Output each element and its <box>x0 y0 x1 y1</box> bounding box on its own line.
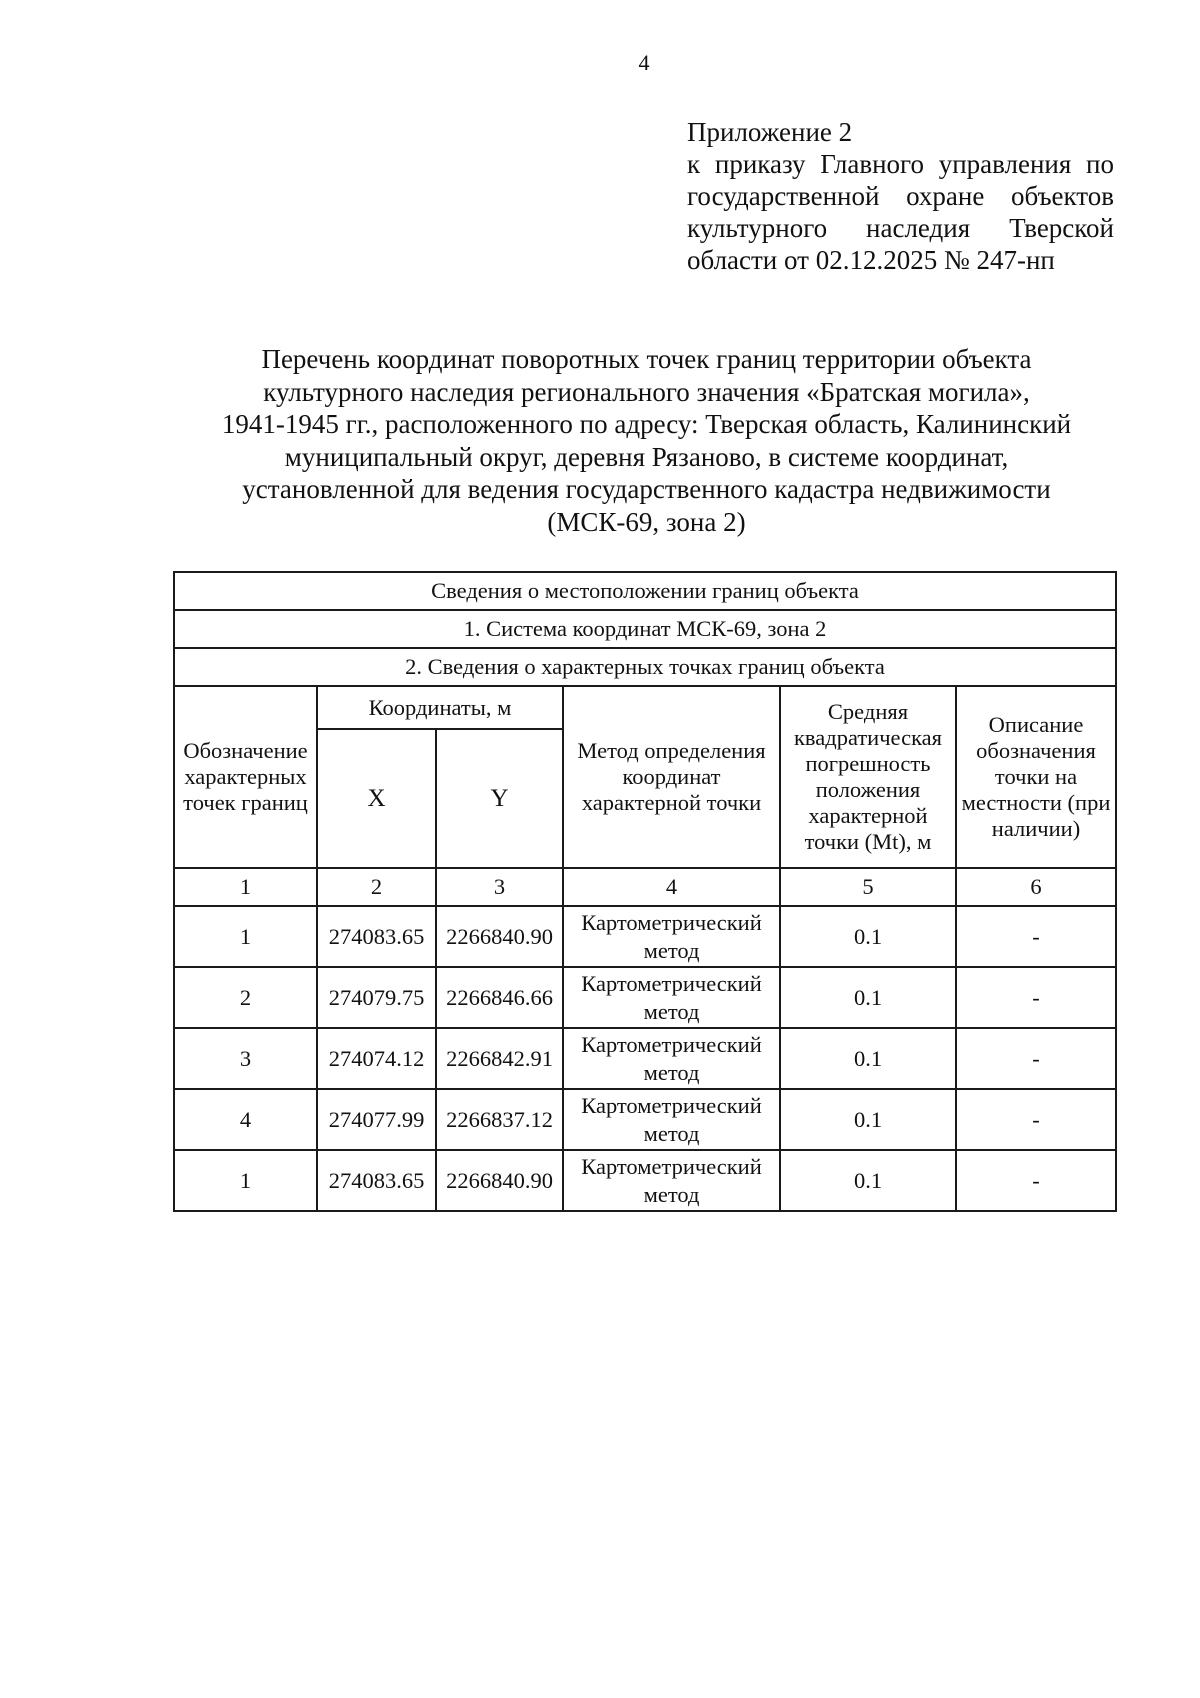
cell-y: 2266837.12 <box>436 1089 563 1150</box>
cell-x: 274083.65 <box>317 906 436 967</box>
cell-error: 0.1 <box>780 1150 956 1211</box>
header-method: Метод определения координат характерной точки <box>563 686 780 868</box>
cell-method: Картометрический метод <box>563 1089 780 1150</box>
cell-method: Картометрический метод <box>563 967 780 1028</box>
heading-line: (МСК-69, зона 2) <box>547 506 746 537</box>
cell-description: - <box>956 1028 1116 1089</box>
coordinates-table <box>173 571 1117 1212</box>
column-number-row <box>174 868 1116 906</box>
table-row <box>174 906 1116 967</box>
cell-error: 0.1 <box>780 967 956 1028</box>
appendix-title: Приложение 2 <box>687 117 853 147</box>
cell-x: 274074.12 <box>317 1028 436 1089</box>
table-subsection-2: 2. Сведения о характерных точках границ объекта <box>174 648 1116 686</box>
header-y: Y <box>436 729 563 868</box>
column-number: 1 <box>174 868 317 906</box>
cell-y: 2266842.91 <box>436 1028 563 1089</box>
cell-point: 1 <box>174 1150 317 1211</box>
document-heading <box>175 343 1118 538</box>
cell-error: 0.1 <box>780 1089 956 1150</box>
column-number: 5 <box>780 868 956 906</box>
cell-point: 2 <box>174 967 317 1028</box>
heading-line: Перечень координат поворотных точек границ территории объекта <box>261 344 1032 374</box>
cell-description: - <box>956 906 1116 967</box>
header-point: Обозначение характерных точек границ <box>174 686 317 868</box>
heading-line: 1941-1945 гг., расположенного по адресу: Тверская область, Калининский <box>221 409 1072 439</box>
table-subsection-1: 1. Система координат МСК-69, зона 2 <box>174 610 1116 648</box>
table-section-row <box>174 572 1116 610</box>
header-coordinates: Координаты, м <box>317 686 563 729</box>
cell-x: 274079.75 <box>317 967 436 1028</box>
heading-line: культурного наследия регионального значения «Братская могила», <box>263 376 1030 407</box>
column-number: 4 <box>563 868 780 906</box>
table-subsection-row <box>174 648 1116 686</box>
column-number: 2 <box>317 868 436 906</box>
cell-error: 0.1 <box>780 906 956 967</box>
appendix-block <box>687 116 1114 276</box>
table-row <box>174 1150 1116 1211</box>
heading-line: муниципальный округ, деревня Рязаново, в системе координат, <box>284 441 1009 472</box>
table-row <box>174 967 1116 1028</box>
header-description: Описание обозначения точки на местности (при наличии) <box>956 686 1116 868</box>
appendix-body: к приказу Главного управления по государственной охране объектов культурного наследия Тверской области от 02.12.2025 № 247-нп <box>687 149 1114 275</box>
cell-x: 274077.99 <box>317 1089 436 1150</box>
page-number: 4 <box>638 50 650 75</box>
table-row <box>174 1089 1116 1150</box>
cell-y: 2266840.90 <box>436 1150 563 1211</box>
header-x: X <box>317 729 436 868</box>
column-number: 6 <box>956 868 1116 906</box>
cell-point: 4 <box>174 1089 317 1150</box>
column-number: 3 <box>436 868 563 906</box>
cell-error: 0.1 <box>780 1028 956 1089</box>
table-subsection-row <box>174 610 1116 648</box>
table-header-row <box>174 686 1116 729</box>
table-section-title: Сведения о местоположении границ объекта <box>174 572 1116 610</box>
table-row <box>174 1028 1116 1089</box>
cell-y: 2266840.90 <box>436 906 563 967</box>
cell-description: - <box>956 967 1116 1028</box>
header-error: Средняя квадратическая погрешность положения характерной точки (Mt), м <box>780 686 956 868</box>
cell-point: 3 <box>174 1028 317 1089</box>
cell-y: 2266846.66 <box>436 967 563 1028</box>
cell-point: 1 <box>174 906 317 967</box>
cell-method: Картометрический метод <box>563 1028 780 1089</box>
cell-method: Картометрический метод <box>563 906 780 967</box>
heading-line: установленной для ведения государственного кадастра недвижимости <box>242 474 1051 504</box>
cell-description: - <box>956 1089 1116 1150</box>
cell-method: Картометрический метод <box>563 1150 780 1211</box>
cell-x: 274083.65 <box>317 1150 436 1211</box>
cell-description: - <box>956 1150 1116 1211</box>
